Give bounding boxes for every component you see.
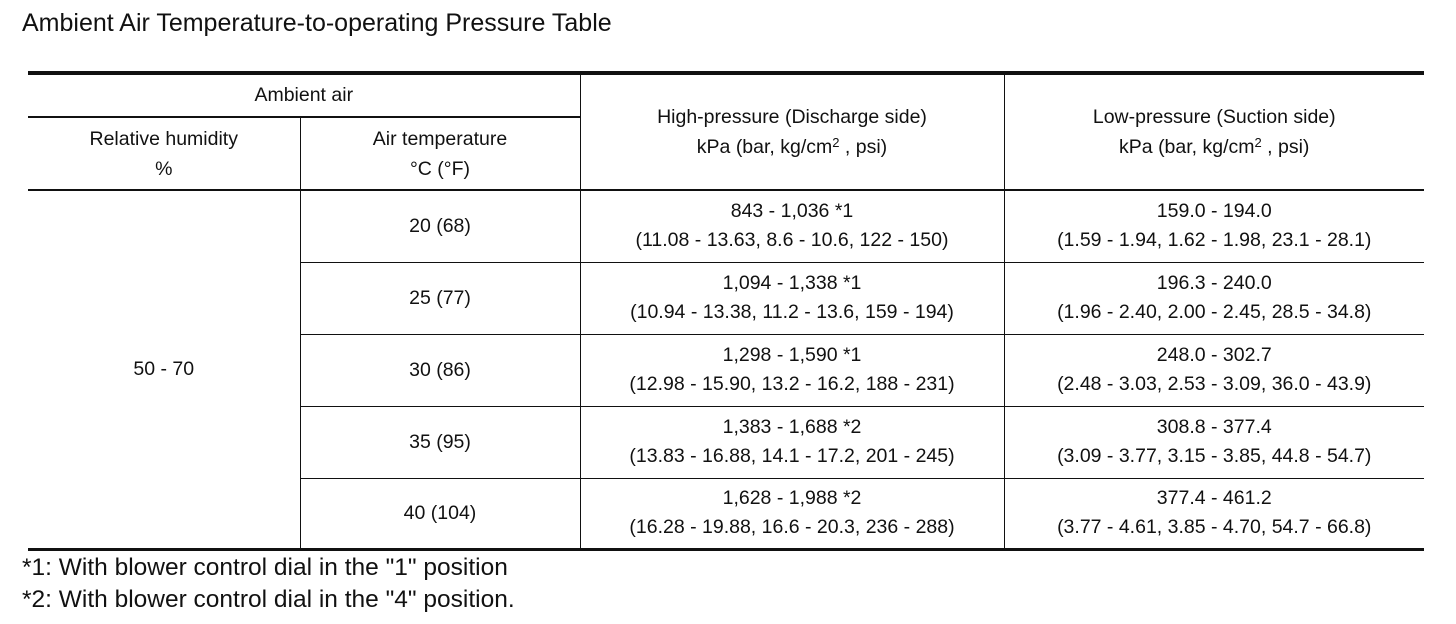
low-pressure-detail: (3.77 - 4.61, 3.85 - 4.70, 54.7 - 66.8) <box>1057 516 1372 538</box>
high-pressure-value: 1,383 - 1,688 *2 <box>722 416 862 438</box>
relative-humidity-header <box>28 117 300 190</box>
high-pressure-detail: (16.28 - 19.88, 16.6 - 20.3, 236 - 288) <box>629 516 955 538</box>
low-pressure-value: 159.0 - 194.0 <box>1156 200 1272 223</box>
low-pressure-value: 196.3 - 240.0 <box>1156 272 1272 294</box>
high-pressure-cell <box>580 478 1004 549</box>
unit-prefix: kPa (bar, kg/cm <box>696 136 833 158</box>
high-pressure-unit <box>581 132 1004 162</box>
page-title: Ambient Air Temperature-to-operating Pressure Table <box>22 9 612 37</box>
low-pressure-detail: (2.48 - 3.03, 2.53 - 3.09, 36.0 - 43.9) <box>1057 373 1372 395</box>
high-pressure-detail: (12.98 - 15.90, 13.2 - 16.2, 188 - 231) <box>629 373 955 395</box>
high-pressure-value: 1,094 - 1,338 *1 <box>722 272 862 294</box>
table-row <box>28 190 1424 262</box>
high-pressure-detail: (13.83 - 16.88, 14.1 - 17.2, 201 - 245) <box>629 445 955 467</box>
air-temperature-label: Air temperature <box>372 127 508 150</box>
footnotes <box>22 552 515 616</box>
high-pressure-cell <box>580 262 1004 334</box>
high-pressure-value: 1,628 - 1,988 *2 <box>722 487 862 509</box>
low-pressure-detail: (1.59 - 1.94, 1.62 - 1.98, 23.1 - 28.1) <box>1057 229 1372 252</box>
humidity-unit: % <box>155 157 173 180</box>
low-pressure-detail: (3.09 - 3.77, 3.15 - 3.85, 44.8 - 54.7) <box>1057 445 1372 467</box>
temperature-cell: 25 (77) <box>300 262 580 334</box>
temperature-unit: °C (°F) <box>410 157 470 180</box>
low-pressure-label: Low-pressure (Suction side) <box>1092 106 1336 128</box>
ambient-air-header: Ambient air <box>28 73 580 117</box>
table-header-row <box>28 73 1424 117</box>
high-pressure-header <box>580 73 1004 190</box>
low-pressure-cell <box>1004 334 1424 406</box>
unit-suffix: , psi) <box>1261 136 1310 158</box>
footnote-2: *2: With blower control dial in the "4" position. <box>22 586 515 613</box>
unit-superscript: 2 <box>832 135 840 150</box>
low-pressure-value: 377.4 - 461.2 <box>1156 487 1272 509</box>
high-pressure-value: 843 - 1,036 *1 <box>730 200 854 223</box>
unit-prefix: kPa (bar, kg/cm <box>1119 136 1255 158</box>
temperature-cell: 20 (68) <box>300 190 580 262</box>
temperature-cell: 30 (86) <box>300 334 580 406</box>
high-pressure-value: 1,298 - 1,590 *1 <box>722 344 862 366</box>
relative-humidity-label: Relative humidity <box>89 127 238 150</box>
footnote-1: *1: With blower control dial in the "1" position <box>22 554 508 581</box>
high-pressure-cell <box>580 406 1004 478</box>
pressure-table <box>28 71 1424 551</box>
unit-suffix: , psi) <box>839 136 888 158</box>
low-pressure-cell <box>1004 190 1424 262</box>
high-pressure-cell <box>580 334 1004 406</box>
high-pressure-detail: (11.08 - 13.63, 8.6 - 10.6, 122 - 150) <box>635 229 949 252</box>
low-pressure-unit <box>1005 132 1425 162</box>
temperature-cell: 40 (104) <box>300 478 580 549</box>
air-temperature-header <box>300 117 580 190</box>
low-pressure-detail: (1.96 - 2.40, 2.00 - 2.45, 28.5 - 34.8) <box>1057 301 1372 323</box>
low-pressure-cell <box>1004 406 1424 478</box>
high-pressure-cell <box>580 190 1004 262</box>
low-pressure-cell <box>1004 262 1424 334</box>
high-pressure-label: High-pressure (Discharge side) <box>657 106 927 128</box>
low-pressure-cell <box>1004 478 1424 549</box>
low-pressure-header <box>1004 73 1424 190</box>
unit-superscript: 2 <box>1254 135 1262 150</box>
low-pressure-value: 308.8 - 377.4 <box>1156 416 1272 438</box>
humidity-range-cell: 50 - 70 <box>28 190 300 549</box>
temperature-cell: 35 (95) <box>300 406 580 478</box>
low-pressure-value: 248.0 - 302.7 <box>1156 344 1272 366</box>
high-pressure-detail: (10.94 - 13.38, 11.2 - 13.6, 159 - 194) <box>630 301 954 323</box>
